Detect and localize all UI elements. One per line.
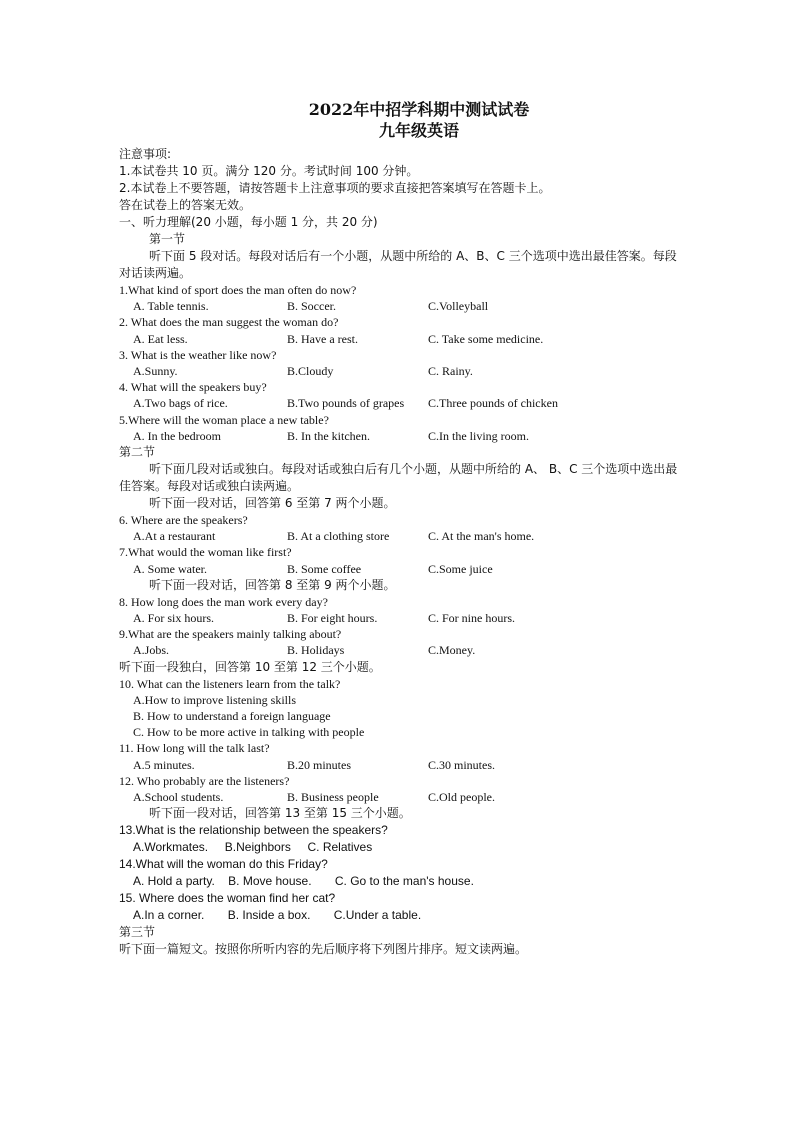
- option-c: C.Some juice: [428, 561, 493, 576]
- exam-subtitle: 九年级英语: [378, 121, 459, 140]
- option-b: B. In the kitchen.: [287, 428, 370, 443]
- option-a: A.Jobs.: [133, 643, 170, 658]
- options-line: A.Workmates. B.Neighbors C. Relatives: [133, 840, 373, 855]
- option-a: A.5 minutes.: [133, 757, 195, 772]
- part-heading: 第一节: [149, 232, 186, 246]
- option-c: C.In the living room.: [428, 428, 529, 443]
- options-line: A.In a corner. B. Inside a box. C.Under a table.: [133, 908, 422, 923]
- question: 8. How long does the man work every day?: [119, 594, 328, 609]
- option-b: B. Business people: [287, 790, 379, 805]
- question: 14.What will the woman do this Friday?: [119, 857, 328, 872]
- option-row: [119, 395, 679, 411]
- option-b: B.Cloudy: [287, 364, 334, 379]
- option-a: A.School students.: [133, 790, 224, 805]
- sub-instruction: 听下面一段独白，回答第 10 至第 12 三个小题。: [119, 659, 381, 674]
- part-heading: 第三节: [119, 925, 156, 940]
- option-b: B. How to understand a foreign language: [133, 709, 331, 724]
- option-a: A.Two bags of rice.: [133, 396, 228, 411]
- option-b: B. Holidays: [287, 643, 345, 658]
- question: 3. What is the weather like now?: [119, 347, 277, 362]
- option-c: C.Money.: [428, 643, 476, 658]
- question: 4. What will the speakers buy?: [119, 380, 267, 395]
- options-line: A. Hold a party. B. Move house. C. Go to the man's house.: [133, 874, 474, 889]
- question: 1.What kind of sport does the man often do now?: [119, 283, 357, 297]
- option-row: [119, 363, 679, 379]
- option-a: A.At a restaurant: [133, 529, 216, 544]
- option-a: A. Table tennis.: [133, 299, 209, 314]
- option-a: A. For six hours.: [133, 611, 215, 626]
- question: 2. What does the man suggest the woman do?: [119, 315, 339, 330]
- note-item: 2.本试卷上不要答题，请按答题卡上注意事项的要求直接把答案填写在答题卡上。: [119, 181, 551, 195]
- option-row: [119, 610, 679, 626]
- option-c: C. Take some medicine.: [428, 331, 544, 346]
- option-b: B. Some coffee: [287, 561, 362, 576]
- option-b: B. Soccer.: [287, 299, 336, 314]
- sub-instruction: 听下面一段对话，回答第 8 至第 9 两个小题。: [149, 577, 396, 592]
- question: 5.Where will the woman place a new table?: [119, 412, 329, 427]
- option-c: C. For nine hours.: [428, 611, 515, 626]
- option-row: [119, 298, 679, 314]
- part-instruction: 听下面 5 段对话。每段对话后有一个小题，从题中所给的 A、B、C 三个选项中选出最佳答案。每段对话读两遍。: [119, 249, 677, 280]
- option-row: [119, 428, 679, 444]
- note-item: 1.本试卷共 10 页。满分 120 分。考试时间 100 分钟。: [119, 164, 419, 178]
- option-row: [119, 561, 679, 577]
- option-c: C. How to be more active in talking with people: [133, 725, 365, 740]
- exam-title: 2022年中招学科期中测试试卷: [308, 100, 530, 119]
- question: 7.What would the woman like first?: [119, 545, 292, 560]
- option-a: A. Some water.: [133, 561, 207, 576]
- option-a: A. In the bedroom: [133, 428, 221, 443]
- option-a: A. Eat less.: [133, 331, 188, 346]
- option-row: [119, 331, 679, 347]
- part-instruction: 听下面一篇短文。按照你所听内容的先后顺序将下列图片排序。短文读两遍。: [119, 942, 528, 957]
- option-c: C.Three pounds of chicken: [428, 396, 558, 411]
- question: 15. Where does the woman find her cat?: [119, 891, 336, 906]
- option-b: B. At a clothing store: [287, 529, 390, 544]
- note-item: 答在试卷上的答案无效。: [119, 198, 252, 212]
- option-row: [119, 528, 679, 544]
- sub-instruction: 听下面一段对话，回答第 13 至第 15 三个小题。: [149, 806, 411, 821]
- question: 13.What is the relationship between the speakers?: [119, 823, 388, 838]
- option-row: [119, 642, 679, 658]
- section-heading: 一、听力理解(20 小题，每小题 1 分，共 20 分): [119, 215, 378, 229]
- question: 10. What can the listeners learn from the talk?: [119, 676, 341, 691]
- option-c: C.30 minutes.: [428, 757, 496, 772]
- option-a: A.How to improve listening skills: [133, 692, 296, 707]
- option-c: C.Volleyball: [428, 299, 489, 314]
- option-b: B.20 minutes: [287, 757, 352, 772]
- sub-instruction: 听下面一段对话，回答第 6 至第 7 两个小题。: [149, 496, 396, 511]
- option-row: [119, 789, 679, 805]
- question: 6. Where are the speakers?: [119, 513, 248, 528]
- option-a: A.Sunny.: [133, 364, 178, 379]
- question: 11. How long will the talk last?: [119, 741, 270, 756]
- exam-page: [119, 100, 679, 958]
- notes-heading: 注意事项:: [119, 147, 172, 161]
- part-heading: 第二节: [119, 445, 156, 460]
- question: 9.What are the speakers mainly talking about?: [119, 627, 342, 642]
- option-row: [119, 757, 679, 773]
- option-c: C. Rainy.: [428, 364, 473, 379]
- part-instruction: 听下面几段对话或独白。每段对话或独白后有几个小题，从题中所给的 A、 B、C 三个选项中选出最佳答案。每段对话或独白读两遍。: [119, 462, 678, 494]
- option-b: B. Have a rest.: [287, 331, 358, 346]
- option-c: C. At the man's home.: [428, 529, 535, 544]
- question: 12. Who probably are the listeners?: [119, 773, 290, 788]
- option-c: C.Old people.: [428, 790, 495, 805]
- option-b: B.Two pounds of grapes: [287, 396, 405, 411]
- option-b: B. For eight hours.: [287, 611, 378, 626]
